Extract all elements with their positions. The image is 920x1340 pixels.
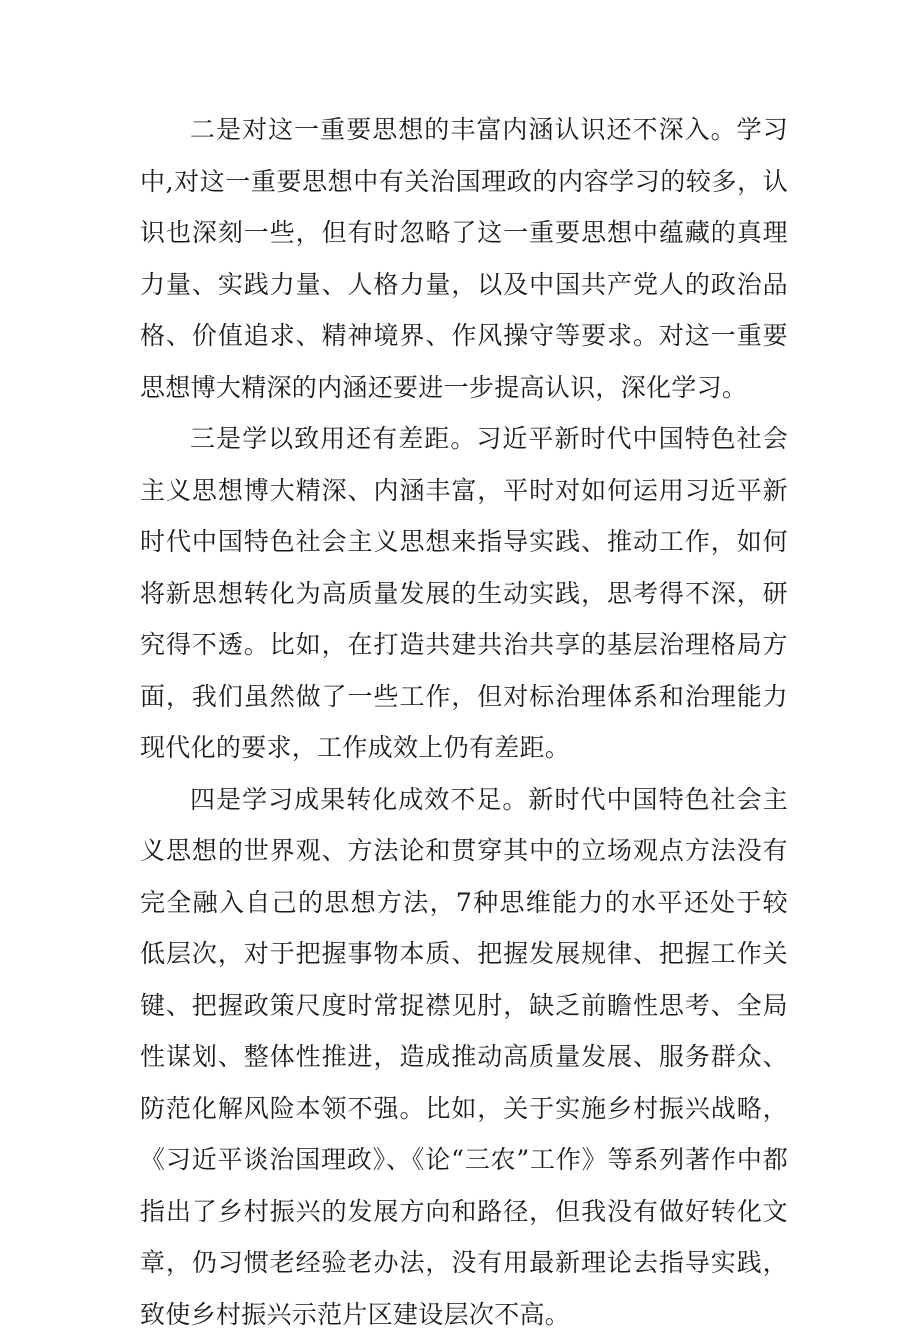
paragraph-application-gap: 三是学以致用还有差距。习近平新时代中国特色社会主义思想博大精深、内涵丰富，平时对如何运用习近平新时代中国特色社会主义思想来指导实践、推动工作，如何将新思想转化为高质量发展的生动实践，思考得不深，研究得不透。比如，在打造共建共治共享的基层治理格局方面，我们虽然做了一些工作，但对标治理体系和治理能力现代化的要求，工作成效上仍有差距。 bbox=[140, 413, 788, 774]
paragraph-transformation: 四是学习成果转化成效不足。新时代中国特色社会主义思想的世界观、方法论和贯穿其中的立场观点方法没有完全融入自己的思想方法，7种思维能力的水平还处于较低层次，对于把握事物本质、把握发展规律、把握工作关键、把握政策尺度时常捉襟见肘，缺乏前瞻性思考、全局性谋划、整体性推进，造成推动高质量发展、服务群众、防范化解风险本领不强。比如，关于实施乡村振兴战略，《习近平谈治国理政》、《论“三农”工作》等系列著作中都指出了乡村振兴的发展方向和路径，但我没有做好转化文章，仍习惯老经验老办法，没有用最新理论去指导实践，致使乡村振兴示范片区建设层次不高。 bbox=[140, 774, 788, 1340]
paragraph-understanding: 二是对这一重要思想的丰富内涵认识还不深入。学习中,对这一重要思想中有关治国理政的内容学习的较多，认识也深刻一些，但有时忽略了这一重要思想中蕴藏的真理力量、实践力量、人格力量，以及中国共产党人的政治品格、价值追求、精神境界、作风操守等要求。对这一重要思想博大精深的内涵还要进一步提高认识，深化学习。 bbox=[140, 104, 788, 413]
document-page bbox=[140, 104, 788, 1340]
